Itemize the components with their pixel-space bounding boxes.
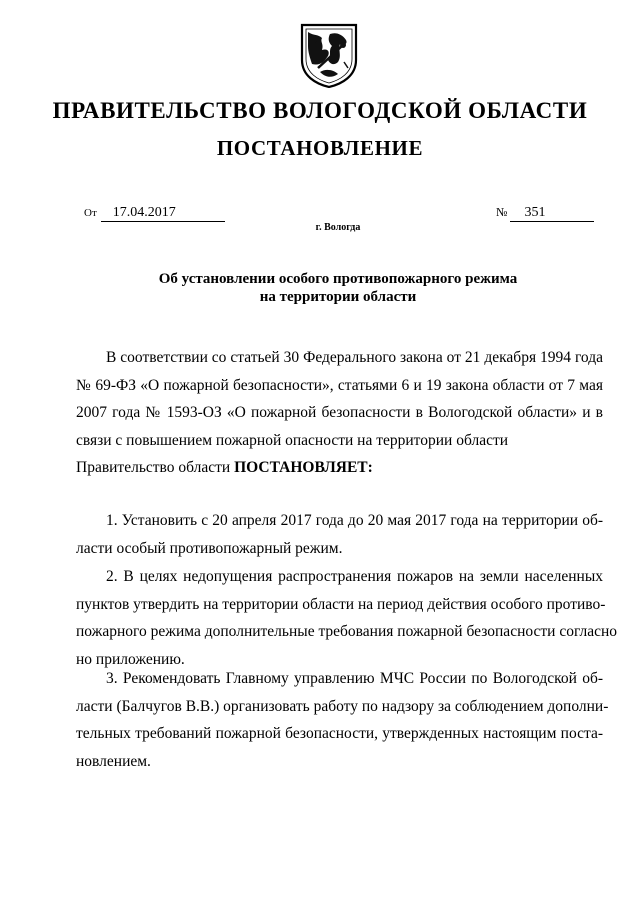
- paragraph-line: ласти особый противопожарный режим.: [76, 539, 343, 557]
- resolution-prefix: Правительство области: [76, 459, 235, 476]
- number-prefix: №: [496, 205, 508, 219]
- number-field: [496, 204, 594, 222]
- resolution-item-3: [76, 665, 609, 775]
- paragraph-line: новлением.: [76, 752, 151, 770]
- date-field: [84, 204, 225, 222]
- date-value: 17.04.2017: [101, 205, 225, 222]
- paragraph-line: 1. Установить с 20 апреля 2017 года до 20 мая 2017 года на территории об-: [106, 512, 603, 529]
- paragraph-line: тельных требований пожарной безопасности, утвержденных настоящим поста-: [76, 725, 603, 742]
- date-prefix: От: [84, 207, 97, 219]
- paragraph-line: пунктов утвердить на территории области на период действия особого противо-: [76, 595, 606, 613]
- paragraph-line: 3. Рекомендовать Главному управлению МЧС России по Вологодской об-: [106, 670, 603, 687]
- resolution-keyword: ПОСТАНОВЛЯЕТ:: [234, 459, 373, 476]
- paragraph-line: но приложению.: [76, 650, 185, 668]
- paragraph-line: [76, 454, 603, 482]
- preamble-paragraph: [76, 344, 603, 482]
- resolution-item-1: [76, 507, 603, 562]
- document-subject: [0, 270, 640, 306]
- paragraph-line: В соответствии со статьей 30 Федерального закона от 21 декабря 1994 года: [106, 349, 603, 366]
- paragraph-line: связи с повышением пожарной опасности на территории области: [76, 431, 509, 449]
- paragraph-line: ласти (Балчугов В.В.) организовать работу по надзору за соблюдением дополни-: [76, 697, 609, 715]
- paragraph-line: 2007 года № 1593-ОЗ «О пожарной безопасности в Вологодской области» и в: [76, 404, 603, 421]
- paragraph-line: № 69-ФЗ «О пожарной безопасности», статьями 6 и 19 закона области от 7 мая: [76, 376, 603, 394]
- subject-line: на территории области: [259, 289, 417, 305]
- city-label: г. Вологда: [315, 222, 361, 233]
- number-value: 351: [510, 205, 594, 222]
- paragraph-line: 2. В целях недопущения распространения пожаров на земли населенных: [106, 568, 603, 585]
- resolution-item-2: [76, 563, 618, 673]
- government-title: ПРАВИТЕЛЬСТВО ВОЛОГОДСКОЙ ОБЛАСТИ: [52, 98, 588, 123]
- document-type: ПОСТАНОВЛЕНИЕ: [216, 136, 424, 160]
- subject-line: Об установлении особого противопожарного режима: [158, 271, 518, 287]
- coat-of-arms-icon: [298, 22, 360, 88]
- paragraph-line: пожарного режима дополнительные требования пожарной безопасности согласно: [76, 623, 618, 640]
